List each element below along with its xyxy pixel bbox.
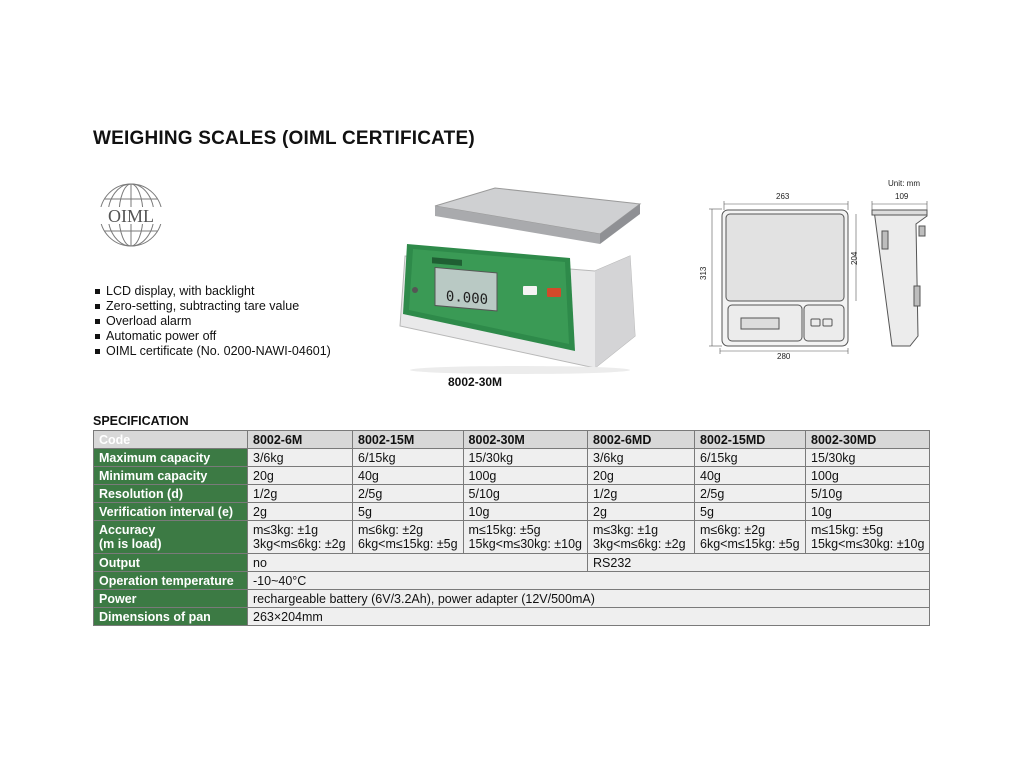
svg-text:263: 263	[776, 192, 790, 201]
row-label: Verification interval (e)	[94, 503, 248, 521]
svg-text:0.000: 0.000	[445, 288, 489, 309]
table-cell: 100g	[463, 467, 587, 485]
table-cell: 3/6kg	[588, 449, 695, 467]
table-row	[94, 431, 930, 449]
table-cell: 10g	[806, 503, 930, 521]
table-cell: 2/5g	[353, 485, 464, 503]
table-cell: 263×204mm	[248, 608, 930, 626]
zero-button	[547, 288, 561, 297]
table-cell: 1/2g	[248, 485, 353, 503]
code-cell: 8002-15M	[353, 431, 464, 449]
table-cell: m≤6kg: ±2g 6kg<m≤15kg: ±5g	[353, 521, 464, 554]
code-cell: 8002-30M	[463, 431, 587, 449]
table-row	[94, 521, 930, 554]
feature-item: OIML certificate (No. 0200-NAWI-04601)	[93, 344, 331, 359]
table-cell: 20g	[588, 467, 695, 485]
spec-heading: SPECIFICATION	[93, 414, 189, 428]
svg-text:280: 280	[777, 352, 791, 361]
table-cell: 10g	[463, 503, 587, 521]
table-row	[94, 590, 930, 608]
table-cell: m≤3kg: ±1g 3kg<m≤6kg: ±2g	[248, 521, 353, 554]
table-row	[94, 485, 930, 503]
table-cell: 2/5g	[695, 485, 806, 503]
row-label: Maximum capacity	[94, 449, 248, 467]
product-caption: 8002-30M	[448, 375, 503, 389]
row-label: Operation temperature	[94, 572, 248, 590]
table-cell: rechargeable battery (6V/3.2Ah), power adapter (12V/500mA)	[248, 590, 930, 608]
table-cell: 20g	[248, 467, 353, 485]
svg-text:Unit: mm: Unit: mm	[888, 179, 920, 188]
table-row	[94, 572, 930, 590]
table-row	[94, 554, 930, 572]
spec-table	[93, 430, 930, 626]
scale-product-image	[395, 186, 645, 376]
table-cell: 3/6kg	[248, 449, 353, 467]
svg-text:109: 109	[895, 192, 909, 201]
table-cell: 5g	[695, 503, 806, 521]
table-cell: m≤6kg: ±2g 6kg<m≤15kg: ±5g	[695, 521, 806, 554]
table-cell: RS232	[588, 554, 930, 572]
row-label: Dimensions of pan	[94, 608, 248, 626]
row-label: Power	[94, 590, 248, 608]
feature-item: LCD display, with backlight	[93, 284, 331, 299]
oiml-logo	[92, 180, 170, 250]
row-label: Code	[94, 431, 248, 449]
table-cell: 15/30kg	[806, 449, 930, 467]
table-cell: 5/10g	[463, 485, 587, 503]
table-cell: m≤15kg: ±5g 15kg<m≤30kg: ±10g	[806, 521, 930, 554]
row-label: Minimum capacity	[94, 467, 248, 485]
table-row	[94, 467, 930, 485]
table-cell: 6/15kg	[353, 449, 464, 467]
table-cell: no	[248, 554, 588, 572]
table-row	[94, 503, 930, 521]
svg-text:313: 313	[699, 266, 708, 280]
table-cell: 2g	[248, 503, 353, 521]
feature-list	[93, 284, 331, 359]
svg-text:OIML: OIML	[108, 206, 154, 226]
table-cell: 15/30kg	[463, 449, 587, 467]
table-cell: 1/2g	[588, 485, 695, 503]
code-cell: 8002-6MD	[588, 431, 695, 449]
svg-text:204: 204	[850, 251, 859, 265]
table-cell: 6/15kg	[695, 449, 806, 467]
tare-button	[523, 286, 537, 295]
dimension-drawing	[696, 176, 946, 376]
row-label: Output	[94, 554, 248, 572]
table-row	[94, 449, 930, 467]
feature-item: Zero-setting, subtracting tare value	[93, 299, 331, 314]
table-cell: 100g	[806, 467, 930, 485]
table-cell: 5g	[353, 503, 464, 521]
table-cell: 40g	[695, 467, 806, 485]
feature-item: Automatic power off	[93, 329, 331, 344]
table-cell: 40g	[353, 467, 464, 485]
table-cell: m≤3kg: ±1g 3kg<m≤6kg: ±2g	[588, 521, 695, 554]
table-cell: -10~40°C	[248, 572, 930, 590]
code-cell: 8002-6M	[248, 431, 353, 449]
row-label: Accuracy (m is load)	[94, 521, 248, 554]
table-cell: m≤15kg: ±5g 15kg<m≤30kg: ±10g	[463, 521, 587, 554]
table-row	[94, 608, 930, 626]
page-title: WEIGHING SCALES (OIML CERTIFICATE)	[93, 128, 475, 149]
code-cell: 8002-15MD	[695, 431, 806, 449]
table-cell: 2g	[588, 503, 695, 521]
table-cell: 5/10g	[806, 485, 930, 503]
code-cell: 8002-30MD	[806, 431, 930, 449]
feature-item: Overload alarm	[93, 314, 331, 329]
row-label: Resolution (d)	[94, 485, 248, 503]
